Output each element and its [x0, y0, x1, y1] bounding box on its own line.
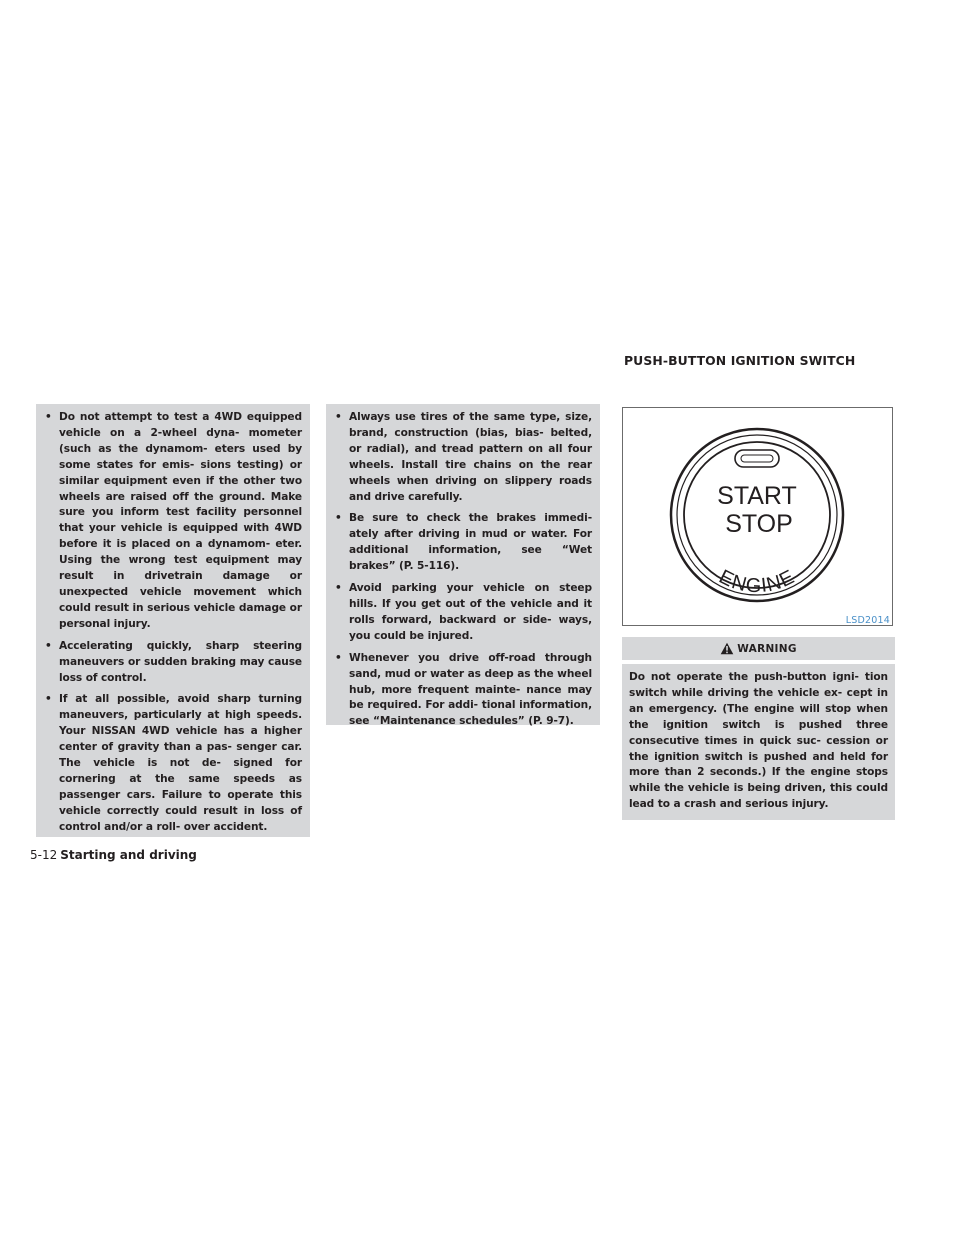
list-item: • Always use tires of the same type, size, brand, construction (bias, bias- belted, or radial), and tread pattern on all four wheels. Install tire chains on the rear wheels when driving on slippery roads and drive carefully.: [335, 411, 592, 503]
start-stop-button-illustration: [623, 408, 892, 625]
page-footer: [30, 848, 197, 862]
bullet-icon: •: [335, 651, 342, 664]
list-item: • Do not attempt to test a 4WD equipped vehicle on a 2-wheel dyna- mometer (such as the dynamom- eters used by some states for emis- sions testing) or similar equipment even if the other two wheels are raised off the ground. Make sure you inform test facility personnel that your vehicle is equipped with 4WD before it is placed on a dynamom- eter. Using the wrong test equipment may result in drivetrain damage or unexpected vehicle movement which could result in serious vehicle damage or personal injury.: [45, 411, 302, 630]
left-column: [36, 404, 310, 837]
list-item: • Accelerating quickly, sharp steering maneuvers or sudden braking may cause loss of control.: [45, 639, 302, 684]
button-text-engine: ENGINE: [715, 565, 799, 598]
bullet-icon: •: [45, 693, 52, 706]
page-number: 5-12: [30, 848, 58, 862]
button-text-start: START: [717, 482, 797, 510]
warning-title: WARNING: [737, 642, 797, 655]
section-heading: PUSH-BUTTON IGNITION SWITCH: [624, 353, 856, 368]
list-item: • Be sure to check the brakes immedi- ately after driving in mud or water. For additional information, see “Wet brakes” (P. 5-116).: [335, 512, 592, 573]
left-bullet-list: [44, 410, 302, 836]
middle-column: [326, 404, 600, 728]
bullet-icon: •: [45, 639, 52, 652]
indicator-light-icon: [735, 450, 779, 467]
warning-body: Do not operate the push-button igni- tion switch while driving the vehicle ex- cept in an emergency. (The engine will stop when the ignition switch is pushed three consecutive times in quick suc- cession or the ignition switch is pushed and held for more than 2 seconds.) If the engine stops while the vehicle is being driven, this could lead to a crash and serious injury.: [622, 664, 895, 820]
bullet-icon: •: [335, 512, 342, 525]
bullet-icon: •: [45, 411, 52, 423]
bullet-icon: •: [335, 582, 342, 595]
ignition-button-figure: [622, 407, 893, 626]
list-item: • Avoid parking your vehicle on steep hills. If you get out of the vehicle and it rolls forward, backward or side- ways, you could be injured.: [335, 582, 592, 642]
figure-code: LSD2014: [845, 615, 890, 626]
list-item: • Whenever you drive off-road through sand, mud or water as deep as the wheel hub, more frequent mainte- nance may be required. For addi- tional information, see “Maintenance schedules” (P. 9-7).: [335, 651, 592, 728]
chapter-title: Starting and driving: [60, 848, 197, 862]
button-text-stop: STOP: [725, 510, 793, 538]
middle-bullet-list: [334, 410, 592, 730]
warning-header: [622, 637, 895, 660]
bullet-icon: •: [335, 411, 342, 423]
warning-triangle-icon: [720, 642, 734, 655]
list-item: • If at all possible, avoid sharp turning maneuvers, particularly at high speeds. Your NISSAN 4WD vehicle has a higher center of gravity than a pas- senger car. The vehicle is not de- signed for cornering at the same speeds as passenger cars. Failure to operate this vehicle correctly could result in loss of control and/or a roll- over accident.: [45, 693, 302, 833]
